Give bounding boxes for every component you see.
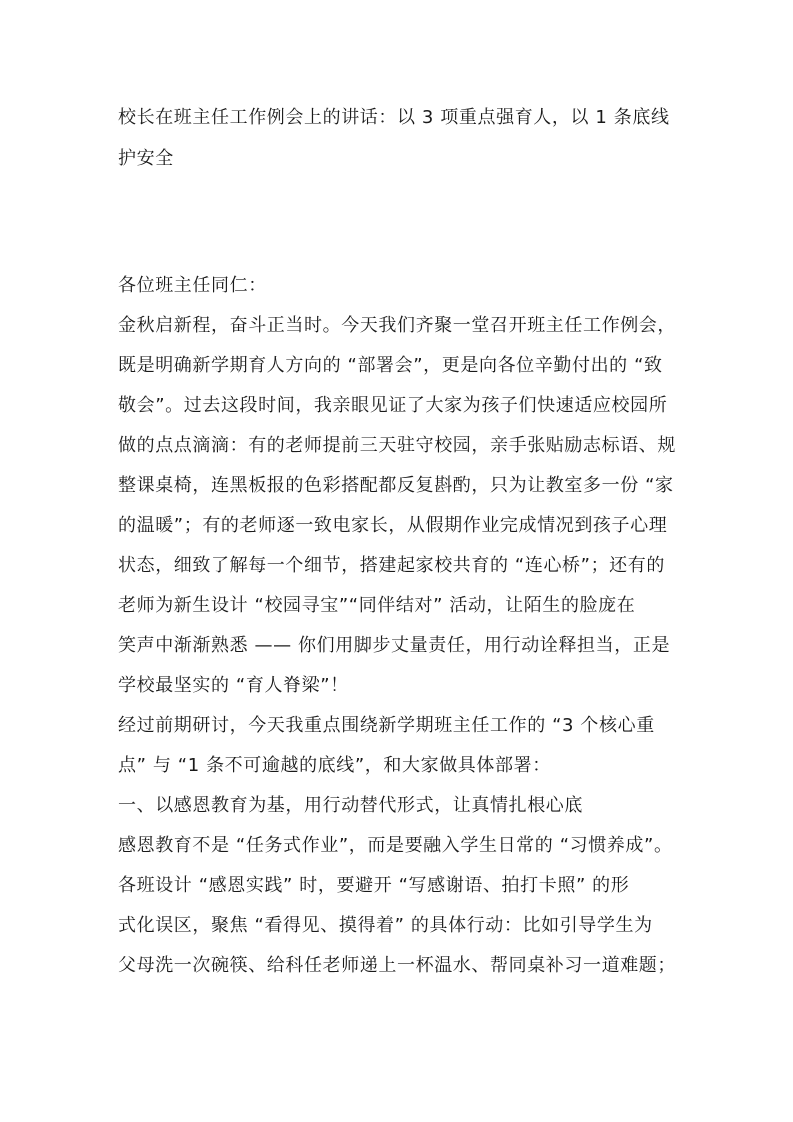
body-line: 金秋启新程，奋斗正当时。今天我们齐聚一堂召开班主任工作例会， [118, 315, 676, 336]
body-line: 父母洗一次碗筷、给科任老师递上一杯温水、帮同桌补习一道难题； [118, 955, 676, 976]
body-line: 感恩教育不是 “任务式作业”，而是要融入学生日常的 “习惯养成”。 [118, 835, 673, 856]
body-line: 做的点点滴滴：有的老师提前三天驻守校园，亲手张贴励志标语、规 [118, 435, 676, 456]
body-line: 整课桌椅，连黑板报的色彩搭配都反复斟酌，只为让教室多一份 “家 [118, 475, 674, 496]
body-line: 敬会”。过去这段时间，我亲眼见证了大家为孩子们快速适应校园所 [118, 395, 668, 416]
document-title-line-1: 校长在班主任工作例会上的讲话：以 3 项重点强育人，以 1 条底线 [118, 107, 670, 128]
section-heading-1: 一、以感恩教育为基，用行动替代形式，让真情扎根心底 [118, 795, 583, 816]
body-line: 状态，细致了解每一个细节，搭建起家校共育的 “连心桥”；还有的 [118, 555, 665, 576]
body-line: 经过前期研讨，今天我重点围绕新学期班主任工作的 “3 个核心重 [118, 715, 655, 736]
body-line: 点” 与 “1 条不可逾越的底线”，和大家做具体部署： [118, 755, 551, 776]
body-line: 式化误区，聚焦 “看得见、摸得着” 的具体行动：比如引导学生为 [118, 915, 653, 936]
body-line: 各班设计 “感恩实践” 时，要避开 “写感谢语、拍打卡照” 的形 [118, 875, 630, 896]
body-line: 老师为新生设计 “校园寻宝”“同伴结对” 活动，让陌生的脸庞在 [118, 595, 636, 616]
salutation: 各位班主任同仁： [118, 275, 267, 296]
body-line: 笑声中渐渐熟悉 —— 你们用脚步丈量责任，用行动诠释担当，正是 [118, 635, 671, 656]
body-line: 既是明确新学期育人方向的 “部署会”，更是向各位辛勤付出的 “致 [118, 355, 663, 376]
body-line: 的温暖”；有的老师逐一致电家长，从假期作业完成情况到孩子心理 [118, 515, 668, 536]
body-line: 学校最坚实的 “育人脊梁”！ [118, 675, 349, 696]
document-title-line-2: 护安全 [118, 148, 174, 169]
